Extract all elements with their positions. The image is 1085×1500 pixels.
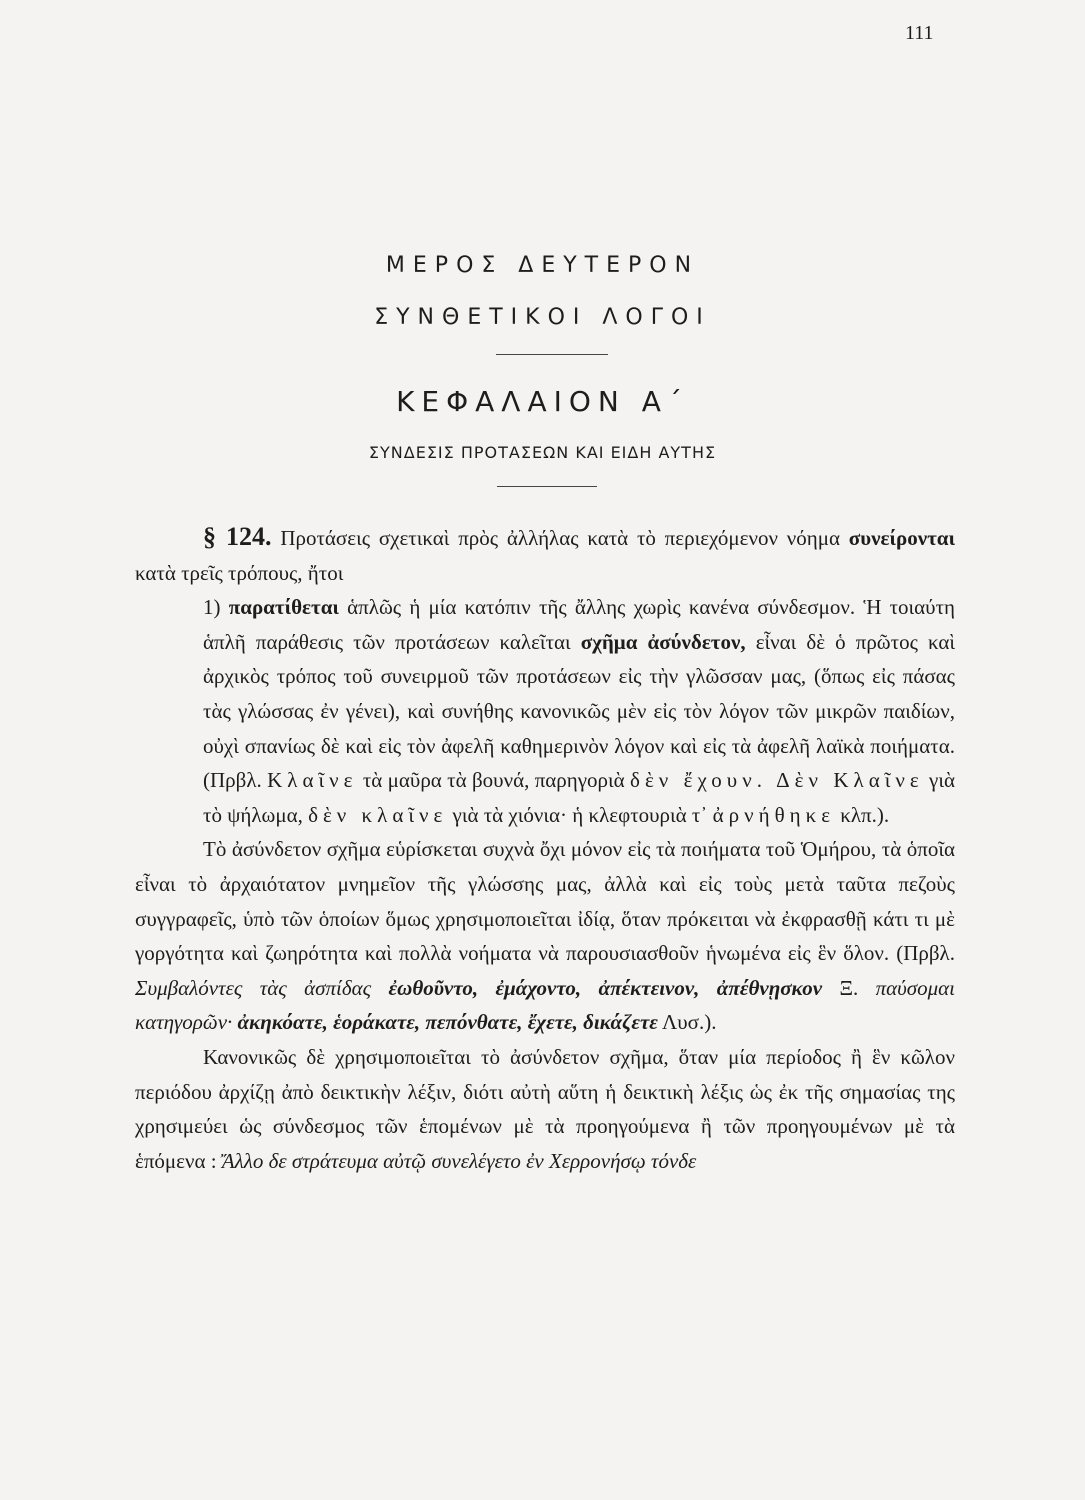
part-title: ΣΥΝΘΕΤΙΚΟΙ ΛΟΓΟΙ	[374, 305, 711, 330]
paragraph: Τὸ ἀσύνδετον σχῆμα εὑρίσκεται συχνὰ ὄχι μόνον εἰς τὰ ποιήματα τοῦ Ὁμήρου, τὰ ὁποῖα εἶναι τὸ ἀρχαιότατον μνημεῖον τῆς γλώσσης μας, ἀλλὰ καὶ εἰς τοὺς μετὰ ταῦτα πεζοὺς συγγραφεῖς, ὑπὸ τῶν ὁποίων ὅμως χρησιμοποιεῖται ἰδίᾳ, ὅταν πρόκειται νὰ ἐκφρασθῇ κάτι τι μὲ γοργότητα καὶ ζωηρότητα καὶ πολλὰ νοήματα νὰ παρουσιασθοῦν ἡνωμένα εἰς ἓν ὅλον. (Πρβλ. Συμβαλόντες τὰς ἀσπίδας ἐωθοῦντο, ἐμάχοντο, ἀπέκτεινον, ἀπέθνῃσκον Ξ. παύσομαι κατηγορῶν· ἀκηκόατε, ἑοράκατε, πεπόνθατε, ἔχετε, δικάζετε Λυσ.).	[135, 837, 956, 1035]
chapter-heading: ΚΕΦΑΛΑΙΟΝ Α΄	[396, 385, 689, 418]
list-item: 1) παρατίθεται ἁπλῶς ἡ μία κατόπιν τῆς ἄλλης χωρὶς κανένα σύνδεσμον. Ἡ τοιαύτη ἁπλῆ παράθεσις τῶν προτάσεων καλεῖται σχῆμα ἀσύνδετον, εἶναι δὲ ὁ πρῶτος καὶ ἀρχικὸς τρόπος τοῦ συνειρμοῦ τῶν προτάσεων εἰς τὴν γλῶσσαν μας, (ὅπως εἰς πάσας τὰς γλώσσας ἐν γένει), καὶ συνήθης κανονικῶς μὲν εἰς τὸν λόγον τῶν μικρῶν παιδίων, οὐχὶ σπανίως δὲ καὶ εἰς τὸν ἀφελῆ καθημερινὸν λόγον καὶ εἰς τὰ ἀφελῆ λαϊκὰ ποιήματα. (Πρβλ. Κλαῖνε τὰ μαῦρα τὰ βουνά, παρηγοριὰ δὲν ἔχουν. Δὲν Κλαῖνε γιὰ τὸ ψήλωμα, δὲν κλαῖνε γιὰ τὰ χιόνια· ἡ κλεφτουριὰ τ᾽ ἀρνήθηκε κλπ.).	[203, 595, 955, 827]
paragraph: Κανονικῶς δὲ χρησιμοποιεῖται τὸ ἀσύνδετον σχῆμα, ὅταν μία περίοδος ἢ ἓν κῶλον περιόδου ἀρχίζῃ ἀπὸ δεικτικὴν λέξιν, διότι αὐτὴ αὕτη ἡ δεικτικὴ λέξις ὡς ἐκ τῆς σημασίας της χρησιμεύει ὡς σύνδεσμος τῶν ἑπομένων μὲ τὰ προηγούμενα ἢ τῶν προηγουμένων μὲ τὰ ἑπόμενα : Ἄλλο δε στράτευμα αὐτῷ συνελέγετο ἐν Χερρονήσῳ τόνδε	[135, 1044, 955, 1173]
body-text	[135, 520, 955, 1178]
divider-rule	[497, 486, 597, 487]
section-number: § 124.	[203, 522, 272, 551]
divider-rule	[496, 354, 608, 355]
paragraph: § 124. Προτάσεις σχετικαὶ πρὸς ἀλλήλας κατὰ τὸ περιεχόμενον νόημα συνείρονται κατὰ τρεῖς τρόπους, ἤτοι	[135, 522, 956, 585]
page-number: 111	[905, 22, 934, 44]
chapter-subtitle: ΣΥΝΔΕΣΙΣ ΠΡΟΤΑΣΕΩΝ ΚΑΙ ΕΙΔΗ ΑΥΤΗΣ	[368, 443, 717, 462]
part-heading: ΜΕΡΟΣ ΔΕΥΤΕΡΟΝ	[385, 253, 700, 278]
